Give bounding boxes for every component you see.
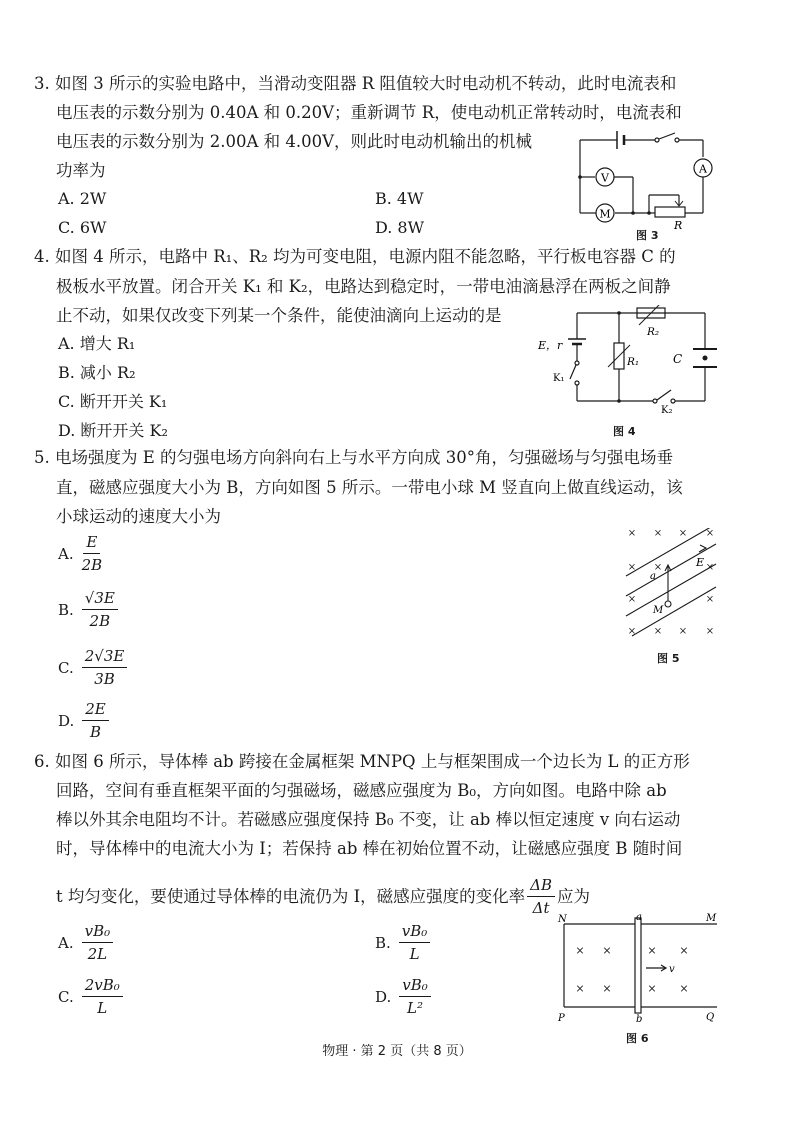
q3-line2: 电压表的示数分别为 0.40A 和 0.20V；重新调节 R，使电动机正常转动时，电流表和 [56,103,682,122]
r2-label: R₂ [647,326,660,338]
q5-option-a-label: A. [58,544,74,563]
q6-option-a [58,922,113,963]
q6-option-a-num: vB₀ [82,922,114,943]
svg-text:×: × [705,528,715,539]
svg-text:×: × [575,944,585,957]
svg-text:×: × [575,982,585,995]
voltmeter-label: V [601,171,609,185]
q3-option-b: B. 4W [375,189,424,208]
q6-line3: 棒以外其余电阻均不计。若磁感应强度保持 B₀ 不变，让 ab 棒以恒定速度 v 向右运动 [56,810,681,829]
q6-option-c-den: L [97,999,108,1017]
svg-text:×: × [602,944,612,957]
svg-text:×: × [679,982,689,995]
q6-line2: 回路，空间有垂直框架平面的匀强磁场，磁感应强度为 B₀，方向如图。电路中除 ab [56,781,667,800]
figure-6-caption: 图 6 [626,1032,649,1045]
q6-rate-den: Δt [532,899,550,917]
q6-option-c-num: 2vB₀ [82,976,123,997]
q3-line1: 3. 如图 3 所示的实验电路中，当滑动变阻器 R 阻值较大时电动机不转动，此时电流表和 [34,74,677,93]
q5-option-a-num: E [83,533,100,554]
q3-line4: 功率为 [56,161,106,180]
q5-option-b-label: B. [58,600,74,619]
page-footer: 物理 · 第 2 页（共 8 页） [322,1044,472,1059]
figure-4-caption: 图 4 [613,425,636,438]
q5-option-b [58,589,118,630]
q6-rate-num: ΔB [527,876,555,897]
q4-option-d: D. 断开开关 K₂ [58,421,168,440]
svg-text:×: × [627,528,637,539]
rod-end-a-label: a [636,912,642,923]
figure-3-circuit [575,125,715,240]
q5-option-d-num: 2E [82,700,109,721]
velocity-v-label: v [669,964,675,975]
q6-line5 [56,876,590,917]
q5-line2: 直，磁感应强度大小为 B，方向如图 5 所示。一带电小球 M 竖直向上做直线运动，该 [56,478,683,497]
q5-option-c [58,647,127,688]
q6-option-d-den: L² [407,999,424,1017]
q6-option-b-num: vB₀ [399,922,431,943]
q6-line5-end: 应为 [557,886,590,906]
corner-m-label: M [706,913,717,924]
q5-option-a-den: 2B [81,556,103,574]
k1-label: K₁ [553,373,565,384]
q5-option-b-num: √3E [82,589,118,610]
q3-option-d: D. 8W [375,218,425,237]
figure-5-fields [620,528,720,643]
svg-text:×: × [679,944,689,957]
motor-label: M [599,207,611,221]
velocity-label: a [650,571,656,582]
svg-text:×: × [705,594,715,605]
corner-p-label: P [558,1013,565,1024]
svg-text:×: × [627,626,637,637]
svg-text:×: × [705,562,715,573]
figure-3-caption: 图 3 [636,229,659,242]
q6-option-b-den: L [409,945,420,963]
q6-option-d-label: D. [375,987,392,1006]
q5-option-d-label: D. [58,711,75,730]
ammeter-label: A [699,162,707,176]
figure-6-frame [552,912,722,1027]
corner-q-label: Q [706,1012,715,1023]
q3-option-c: C. 6W [58,218,107,237]
field-label: E [696,556,705,569]
corner-n-label: N [558,914,567,925]
figure-5-caption: 图 5 [657,652,680,665]
source-label: E，r [538,339,563,352]
q5-option-c-label: C. [58,658,74,677]
q5-option-d [58,700,109,741]
q6-option-b-label: B. [375,933,391,952]
svg-text:×: × [627,594,637,605]
q5-line1: 5. 电场强度为 E 的匀强电场方向斜向右上与水平方向成 30°角，匀强磁场与匀强电场垂 [34,448,674,467]
q5-option-b-den: 2B [89,612,111,630]
r1-label: R₁ [627,356,640,368]
svg-text:×: × [678,626,688,637]
ball-label: M [653,605,664,616]
q6-line1: 6. 如图 6 所示，导体棒 ab 跨接在金属框架 MNPQ 上与框架围成一个边长为 L 的正方形 [34,752,690,771]
q6-option-c-label: C. [58,987,74,1006]
q5-option-c-num: 2√3E [82,647,128,668]
svg-text:×: × [627,562,637,573]
q4-line1: 4. 如图 4 所示，电路中 R₁、R₂ 均为可变电阻，电源内阻不能忽略，平行板电容器 C 的 [34,247,676,266]
q6-option-a-den: 2L [87,945,108,963]
q6-option-d [375,976,431,1017]
rheostat-label: R [674,219,683,232]
q5-option-a [58,533,102,574]
q4-option-b: B. 减小 R₂ [58,363,136,382]
svg-text:×: × [647,944,657,957]
q6-option-b [375,922,430,963]
q6-option-a-label: A. [58,933,74,952]
q4-line3: 止不动，如果仅改变下列某一个条件，能使油滴向上运动的是 [56,306,502,325]
q3-option-a: A. 2W [58,189,107,208]
q6-option-c [58,976,123,1017]
svg-text:×: × [678,528,688,539]
q5-option-d-den: B [90,723,102,741]
q5-line3: 小球运动的速度大小为 [56,507,221,526]
figure-4-circuit [535,305,720,420]
svg-text:×: × [653,626,663,637]
svg-text:×: × [647,982,657,995]
svg-text:×: × [653,562,663,573]
q4-option-c: C. 断开开关 K₁ [58,392,168,411]
q3-line3: 电压表的示数分别为 2.00A 和 4.00V，则此时电动机输出的机械 [56,132,533,151]
svg-text:×: × [653,528,663,539]
capacitor-label: C [673,352,683,366]
q6-line4: 时，导体棒中的电流大小为 I；若保持 ab 棒在初始位置不动，让磁感应强度 B 随时间 [56,839,683,858]
k2-label: K₂ [661,405,673,416]
q5-option-c-den: 3B [94,670,115,688]
q6-option-d-num: vB₀ [399,976,431,997]
q4-line2: 极板水平放置。闭合开关 K₁ 和 K₂，电路达到稳定时，一带电油滴悬浮在两板之间静 [56,277,671,296]
svg-text:×: × [602,982,612,995]
svg-text:×: × [705,626,715,637]
q4-option-a: A. 增大 R₁ [58,334,136,353]
q6-line5-text: t 均匀变化，要使通过导体棒的电流仍为 I，磁感应强度的变化率 [56,886,526,906]
rod-end-b-label: b [636,1014,643,1025]
